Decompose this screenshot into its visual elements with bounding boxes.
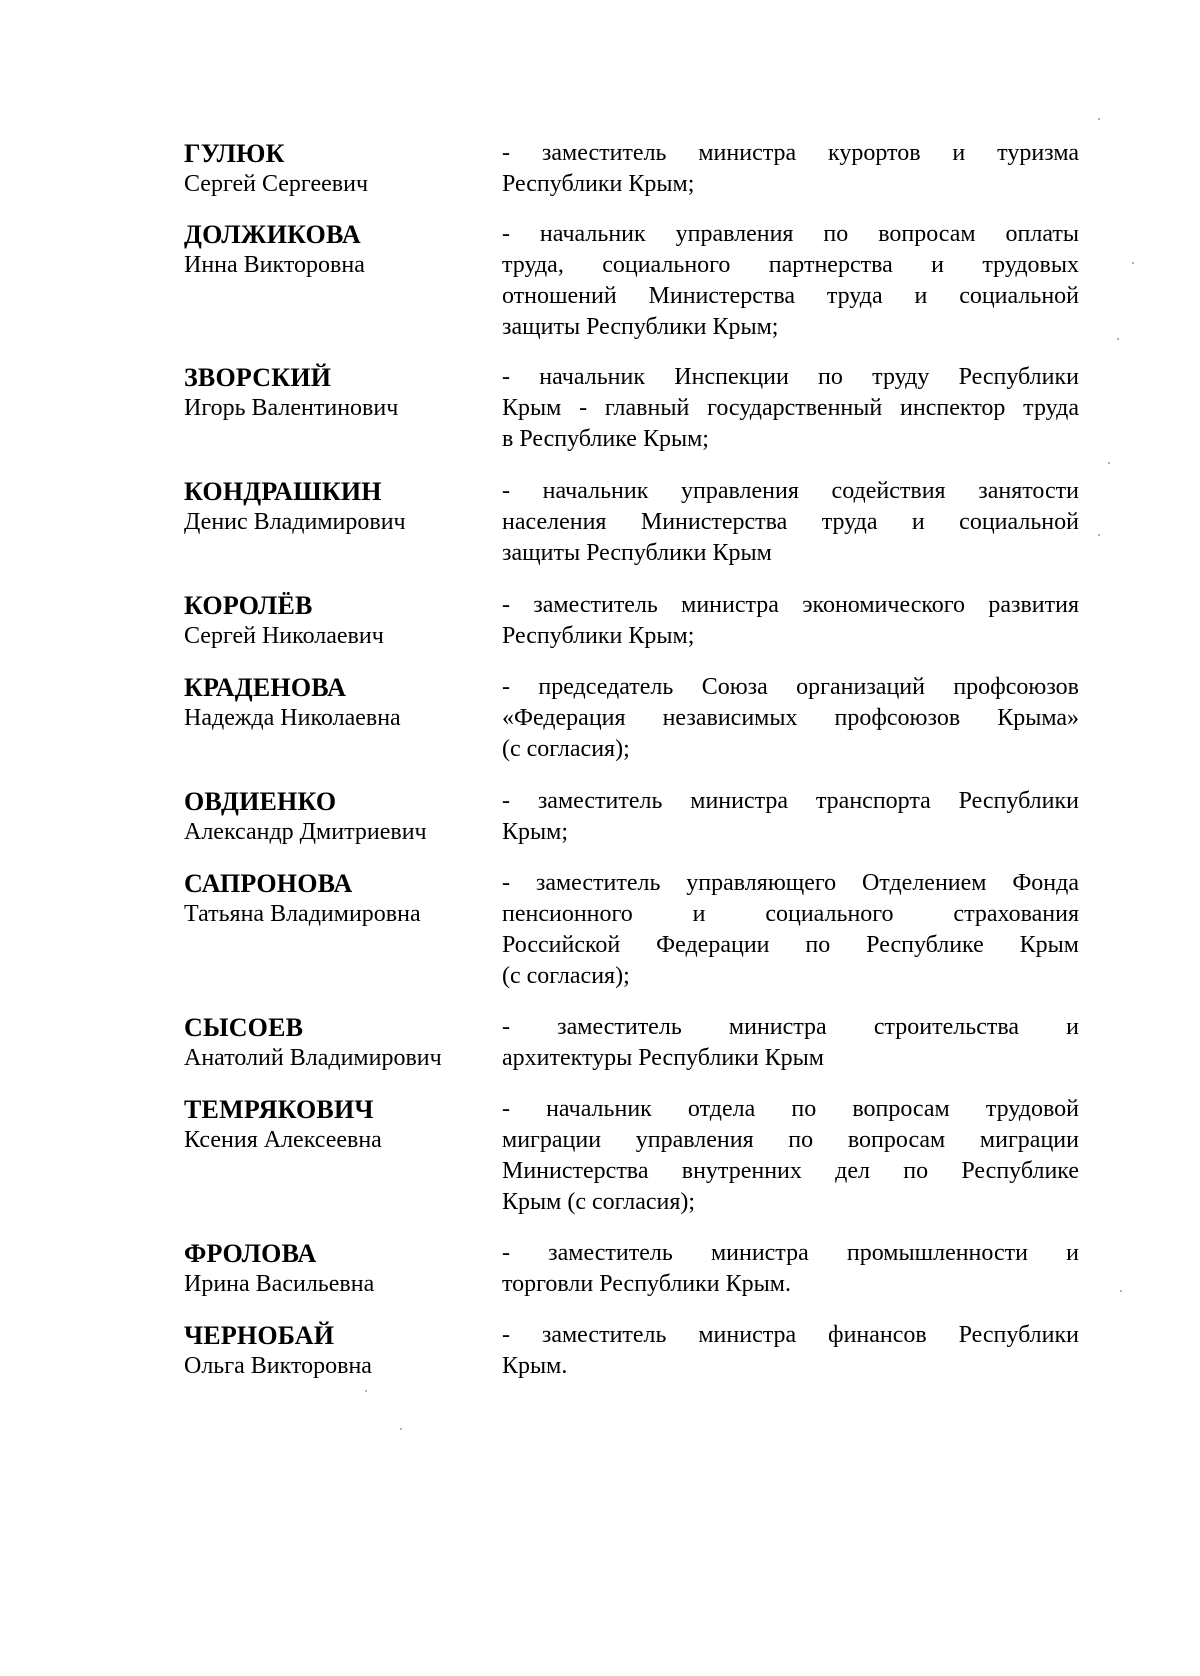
member-role — [502, 868, 1079, 992]
member-surname: ОВДИЕНКО — [184, 787, 337, 816]
member-name — [184, 786, 494, 848]
role-line: архитектуры Республики Крым — [502, 1045, 824, 1071]
role-line: защиты Республики Крым; — [502, 314, 779, 340]
member-role — [502, 1094, 1079, 1218]
member-surname: ТЕМРЯКОВИЧ — [184, 1095, 374, 1124]
role-line: труда, социального партнерства и трудовых — [502, 252, 1079, 278]
member-given-name: Надежда Николаевна — [184, 705, 401, 731]
member-given-name: Татьяна Владимировна — [184, 901, 421, 927]
role-line: - заместитель управляющего Отделением Фонда — [502, 870, 1079, 896]
member-role — [502, 590, 1079, 652]
role-line: торговли Республики Крым. — [502, 1271, 791, 1297]
role-line: - начальник управления по вопросам оплаты — [502, 221, 1079, 247]
role-line: Крым (с согласия); — [502, 1189, 696, 1215]
member-given-name: Сергей Сергеевич — [184, 171, 369, 197]
member-role — [502, 786, 1079, 848]
role-line: Крым. — [502, 1353, 568, 1379]
scan-speck — [365, 1390, 367, 1392]
member-role — [502, 672, 1079, 765]
member-name — [184, 590, 494, 652]
member-given-name: Денис Владимирович — [184, 509, 406, 535]
role-line: - начальник отдела по вопросам трудовой — [502, 1096, 1079, 1122]
role-line: - заместитель министра курортов и туризма — [502, 140, 1079, 166]
member-name — [184, 1094, 494, 1156]
role-line: защиты Республики Крым — [502, 540, 772, 566]
member-name — [184, 1238, 494, 1300]
member-surname: ГУЛЮК — [184, 139, 285, 168]
scan-speck — [400, 1428, 402, 1430]
role-line: - начальник управления содействия занятости — [502, 478, 1079, 504]
role-line: «Федерация независимых профсоюзов Крыма» — [502, 705, 1079, 731]
member-name — [184, 1320, 494, 1382]
member-given-name: Сергей Николаевич — [184, 623, 384, 649]
scan-speck — [1108, 462, 1110, 464]
role-line: миграции управления по вопросам миграции — [502, 1127, 1079, 1153]
member-name — [184, 672, 494, 734]
member-role — [502, 138, 1079, 200]
role-line: - заместитель министра экономического развития — [502, 592, 1079, 618]
member-surname: ЧЕРНОБАЙ — [184, 1321, 335, 1350]
scan-speck — [1098, 118, 1100, 120]
member-surname: СЫСОЕВ — [184, 1013, 304, 1042]
member-given-name: Игорь Валентинович — [184, 395, 399, 421]
role-line: Министерства внутренних дел по Республике — [502, 1158, 1079, 1184]
member-role — [502, 476, 1079, 569]
role-line: в Республике Крым; — [502, 426, 709, 452]
member-role — [502, 1012, 1079, 1074]
scan-speck — [1117, 338, 1119, 340]
role-line: отношений Министерства труда и социальной — [502, 283, 1079, 309]
role-line: населения Министерства труда и социальной — [502, 509, 1079, 535]
member-given-name: Ксения Алексеевна — [184, 1127, 382, 1153]
member-surname: САПРОНОВА — [184, 869, 353, 898]
member-surname: КРАДЕНОВА — [184, 673, 347, 702]
role-line: Российской Федерации по Республике Крым — [502, 932, 1079, 958]
member-role — [502, 362, 1079, 455]
role-line: - заместитель министра промышленности и — [502, 1240, 1079, 1266]
member-name — [184, 362, 494, 424]
role-line: - заместитель министра финансов Республики — [502, 1322, 1079, 1348]
member-name — [184, 476, 494, 538]
role-line: (с согласия); — [502, 736, 630, 762]
member-given-name: Ольга Викторовна — [184, 1353, 372, 1379]
member-surname: КОНДРАШКИН — [184, 477, 382, 506]
member-role — [502, 1238, 1079, 1300]
role-line: Республики Крым; — [502, 171, 695, 197]
member-surname: КОРОЛЁВ — [184, 591, 313, 620]
member-role — [502, 219, 1079, 343]
role-line: пенсионного и социального страхования — [502, 901, 1079, 927]
role-line: - председатель Союза организаций профсоюзов — [502, 674, 1079, 700]
role-line: - заместитель министра строительства и — [502, 1014, 1079, 1040]
scan-speck — [1120, 1290, 1122, 1292]
member-given-name: Ирина Васильевна — [184, 1271, 375, 1297]
role-line: Республики Крым; — [502, 623, 695, 649]
member-surname: ДОЛЖИКОВА — [184, 220, 361, 249]
scan-speck — [1098, 534, 1100, 536]
member-name — [184, 868, 494, 930]
member-surname: ФРОЛОВА — [184, 1239, 317, 1268]
role-line: Крым; — [502, 819, 568, 845]
scan-speck — [1132, 262, 1134, 264]
member-given-name: Инна Викторовна — [184, 252, 365, 278]
member-given-name: Александр Дмитриевич — [184, 819, 427, 845]
member-given-name: Анатолий Владимирович — [184, 1045, 442, 1071]
member-role — [502, 1320, 1079, 1382]
role-line: (с согласия); — [502, 963, 630, 989]
role-line: Крым - главный государственный инспектор труда — [502, 395, 1079, 421]
member-name — [184, 138, 494, 200]
member-name — [184, 1012, 494, 1074]
member-name — [184, 219, 494, 281]
role-line: - начальник Инспекции по труду Республики — [502, 364, 1079, 390]
member-surname: ЗВОРСКИЙ — [184, 363, 332, 392]
role-line: - заместитель министра транспорта Республики — [502, 788, 1079, 814]
